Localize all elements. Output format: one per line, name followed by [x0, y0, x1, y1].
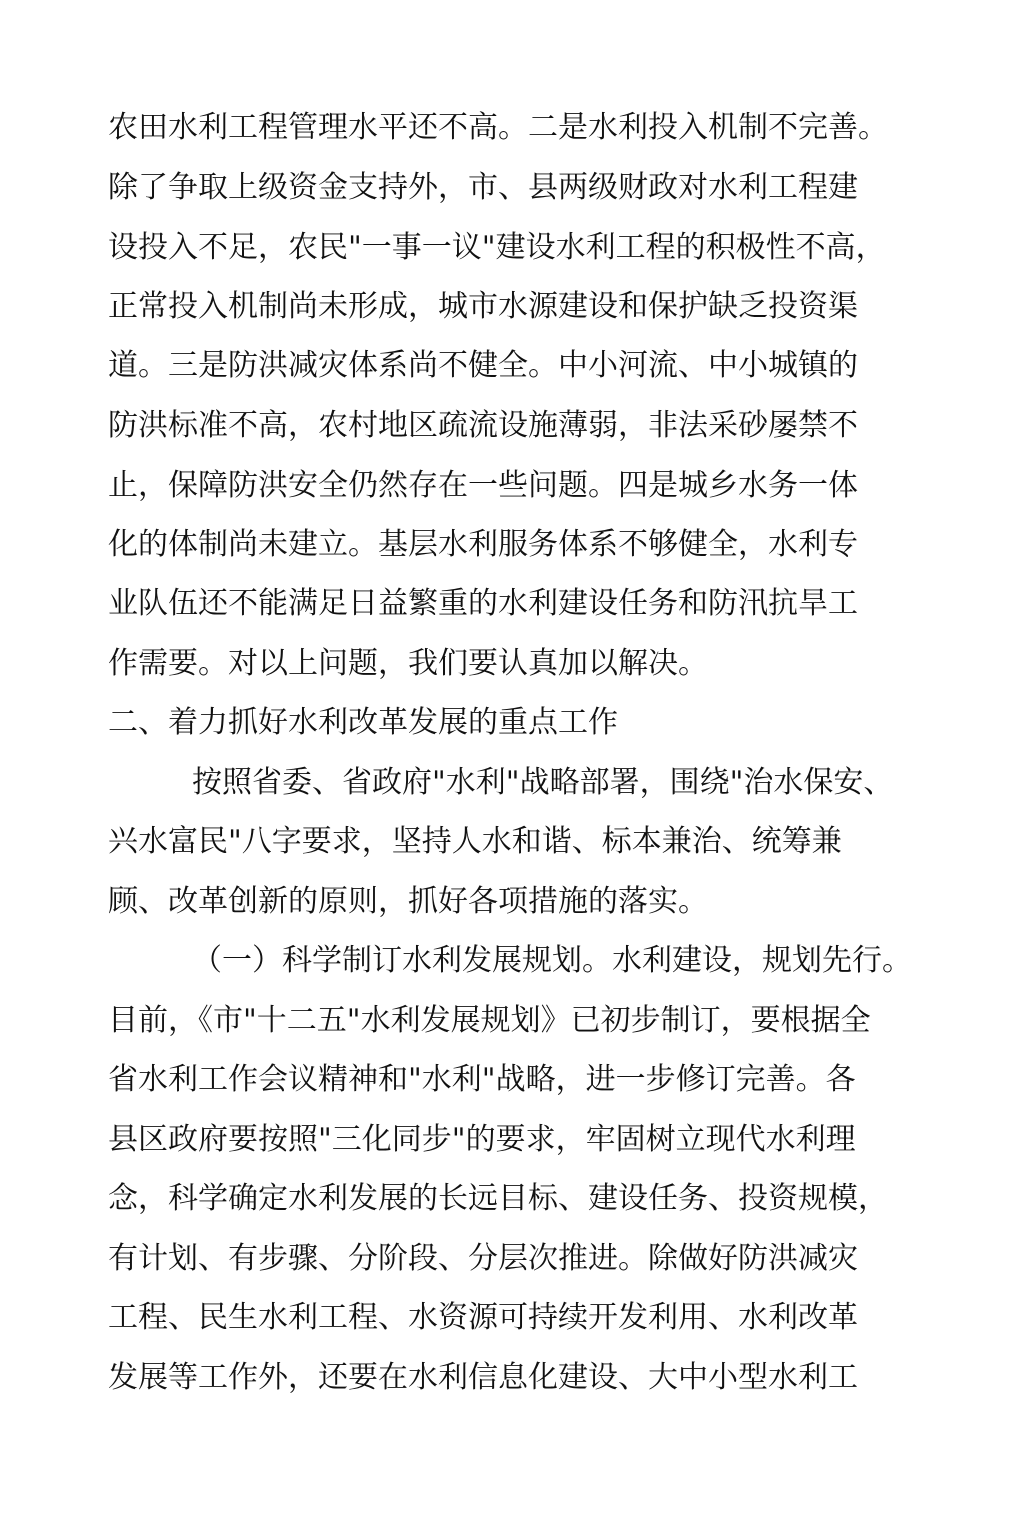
text-line: 防洪标准不高，农村地区疏流设施薄弱，非法采砂屡禁不: [108, 408, 858, 443]
text-line: 发展等工作外，还要在水利信息化建设、大中小型水利工: [108, 1360, 858, 1395]
text-line: 有计划、有步骤、分阶段、分层次推进。除做好防洪减灾: [108, 1241, 858, 1276]
text-line: 作需要。对以上问题，我们要认真加以解决。: [108, 646, 708, 681]
text-line: 县区政府要按照"三化同步"的要求，牢固树立现代水利理: [108, 1122, 856, 1157]
text-line: 设投入不足，农民"一事一议"建设水利工程的积极性不高，: [108, 230, 886, 265]
section-heading: 二、着力抓好水利改革发展的重点工作: [108, 705, 618, 740]
subsection-heading-line: （一）科学制订水利发展规划。水利建设，规划先行。: [192, 943, 912, 978]
text-line: 除了争取上级资金支持外，市、县两级财政对水利工程建: [108, 170, 858, 205]
text-line: 止，保障防洪安全仍然存在一些问题。四是城乡水务一体: [108, 468, 858, 503]
text-line: 目前，《市"十二五"水利发展规划》已初步制订，要根据全: [108, 1003, 871, 1038]
text-line: 省水利工作会议精神和"水利"战略，进一步修订完善。各: [108, 1062, 856, 1097]
text-line: 工程、民生水利工程、水资源可持续开发利用、水利改革: [108, 1300, 858, 1335]
text-line: 化的体制尚未建立。基层水利服务体系不够健全，水利专: [108, 527, 858, 562]
text-line: 顾、改革创新的原则，抓好各项措施的落实。: [108, 884, 708, 919]
text-line: 按照省委、省政府"水利"战略部署，围绕"治水保安、: [192, 765, 894, 800]
text-line: 兴水富民"八字要求，坚持人水和谐、标本兼治、统筹兼: [108, 824, 842, 859]
text-line: 道。三是防洪减灾体系尚不健全。中小河流、中小城镇的: [108, 348, 858, 383]
text-line: 业队伍还不能满足日益繁重的水利建设任务和防汛抗旱工: [108, 586, 858, 621]
text-line: 农田水利工程管理水平还不高。二是水利投入机制不完善。: [108, 110, 888, 145]
text-line: 念，科学确定水利发展的长远目标、建设任务、投资规模，: [108, 1181, 888, 1216]
text-line: 正常投入机制尚未形成，城市水源建设和保护缺乏投资渠: [108, 289, 858, 324]
